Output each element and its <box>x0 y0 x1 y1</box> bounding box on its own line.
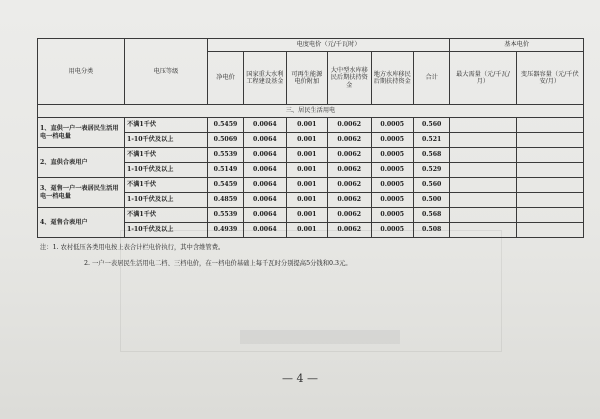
value-cell: 0.0005 <box>371 193 413 208</box>
value-cell: 0.0064 <box>244 223 286 238</box>
page-number: — 4 — <box>282 372 318 385</box>
empty-cell <box>450 178 516 193</box>
value-cell: 0.560 <box>413 178 449 193</box>
value-cell: 0.0062 <box>328 208 372 223</box>
header-basic-group: 基本电价 <box>450 39 584 52</box>
value-cell: 0.5459 <box>207 178 243 193</box>
empty-cell <box>516 223 583 238</box>
voltage-cell: 不满1千伏 <box>125 208 208 223</box>
empty-cell <box>450 133 516 148</box>
note-1: 注：1. 农村低压各类用电按上表合计栏电价执行，其中含维管费。 <box>40 244 225 251</box>
value-cell: 0.0064 <box>244 178 286 193</box>
category-cell: 3、趸售一户一表居民生活用电一档电量 <box>38 178 125 208</box>
empty-cell <box>516 118 583 133</box>
category-cell: 2、直供合表用户 <box>38 148 125 178</box>
voltage-cell: 1-10千伏及以上 <box>125 223 208 238</box>
empty-cell <box>516 193 583 208</box>
empty-cell <box>450 163 516 178</box>
table-row <box>38 208 584 223</box>
header-transformer: 变压器容量（元/千伏安/月） <box>516 52 583 105</box>
header-large-reservoir: 大中型水库移民后期扶持资金 <box>328 52 372 105</box>
value-cell: 0.001 <box>286 133 327 148</box>
voltage-cell: 1-10千伏及以上 <box>125 163 208 178</box>
section-title: 三、居民生活用电 <box>38 105 584 118</box>
value-cell: 0.5069 <box>207 133 243 148</box>
category-cell: 4、趸售合表用户 <box>38 208 125 238</box>
value-cell: 0.001 <box>286 193 327 208</box>
value-cell: 0.001 <box>286 118 327 133</box>
section-row <box>38 105 584 118</box>
value-cell: 0.0005 <box>371 118 413 133</box>
header-total: 合计 <box>413 52 449 105</box>
empty-cell <box>450 118 516 133</box>
value-cell: 0.568 <box>413 208 449 223</box>
table-row <box>38 178 584 193</box>
voltage-cell: 1-10千伏及以上 <box>125 133 208 148</box>
notes-block <box>40 240 580 272</box>
header-water-fund: 国家重大水利工程建设基金 <box>244 52 286 105</box>
value-cell: 0.0064 <box>244 133 286 148</box>
value-cell: 0.0064 <box>244 148 286 163</box>
value-cell: 0.0005 <box>371 223 413 238</box>
value-cell: 0.568 <box>413 148 449 163</box>
header-renewable: 可再生能源电价附加 <box>286 52 327 105</box>
value-cell: 0.521 <box>413 133 449 148</box>
value-cell: 0.500 <box>413 193 449 208</box>
value-cell: 0.5539 <box>207 148 243 163</box>
value-cell: 0.0062 <box>328 163 372 178</box>
value-cell: 0.0062 <box>328 133 372 148</box>
note-2: 2. 一户一表居民生活用电二档、三档电价，在一档电价基础上每千瓦时分别提高5分钱和0.3元。 <box>84 260 352 267</box>
value-cell: 0.5539 <box>207 208 243 223</box>
voltage-cell: 不满1千伏 <box>125 178 208 193</box>
value-cell: 0.0062 <box>328 178 372 193</box>
header-row-1 <box>38 39 584 52</box>
empty-cell <box>516 163 583 178</box>
value-cell: 0.0064 <box>244 193 286 208</box>
value-cell: 0.0064 <box>244 163 286 178</box>
value-cell: 0.5459 <box>207 118 243 133</box>
bleed-through-title <box>240 330 400 344</box>
header-net-price: 净电价 <box>207 52 243 105</box>
value-cell: 0.0064 <box>244 208 286 223</box>
empty-cell <box>450 148 516 163</box>
voltage-cell: 不满1千伏 <box>125 148 208 163</box>
value-cell: 0.001 <box>286 178 327 193</box>
value-cell: 0.001 <box>286 223 327 238</box>
value-cell: 0.0062 <box>328 148 372 163</box>
header-energy-group: 电度电价（元/千瓦时） <box>207 39 449 52</box>
value-cell: 0.4939 <box>207 223 243 238</box>
value-cell: 0.560 <box>413 118 449 133</box>
value-cell: 0.5149 <box>207 163 243 178</box>
value-cell: 0.001 <box>286 148 327 163</box>
value-cell: 0.0005 <box>371 178 413 193</box>
value-cell: 0.508 <box>413 223 449 238</box>
header-max-demand: 最大需量（元/千瓦/月） <box>450 52 516 105</box>
value-cell: 0.529 <box>413 163 449 178</box>
category-cell: 1、直供一户一表居民生活用电一档电量 <box>38 118 125 148</box>
value-cell: 0.4859 <box>207 193 243 208</box>
value-cell: 0.0064 <box>244 118 286 133</box>
table-row <box>38 148 584 163</box>
value-cell: 0.0005 <box>371 163 413 178</box>
tariff-table <box>37 38 584 238</box>
header-local-reservoir: 地方水库移民后期扶持资金 <box>371 52 413 105</box>
header-category: 用电分类 <box>38 39 125 105</box>
value-cell: 0.0005 <box>371 148 413 163</box>
value-cell: 0.001 <box>286 163 327 178</box>
empty-cell <box>450 208 516 223</box>
voltage-cell: 不满1千伏 <box>125 118 208 133</box>
value-cell: 0.001 <box>286 208 327 223</box>
voltage-cell: 1-10千伏及以上 <box>125 193 208 208</box>
value-cell: 0.0005 <box>371 133 413 148</box>
empty-cell <box>450 193 516 208</box>
value-cell: 0.0005 <box>371 208 413 223</box>
empty-cell <box>516 208 583 223</box>
empty-cell <box>516 133 583 148</box>
table-row <box>38 118 584 133</box>
empty-cell <box>450 223 516 238</box>
value-cell: 0.0062 <box>328 193 372 208</box>
value-cell: 0.0062 <box>328 223 372 238</box>
empty-cell <box>516 148 583 163</box>
value-cell: 0.0062 <box>328 118 372 133</box>
empty-cell <box>516 178 583 193</box>
header-voltage: 电压等级 <box>125 39 208 105</box>
